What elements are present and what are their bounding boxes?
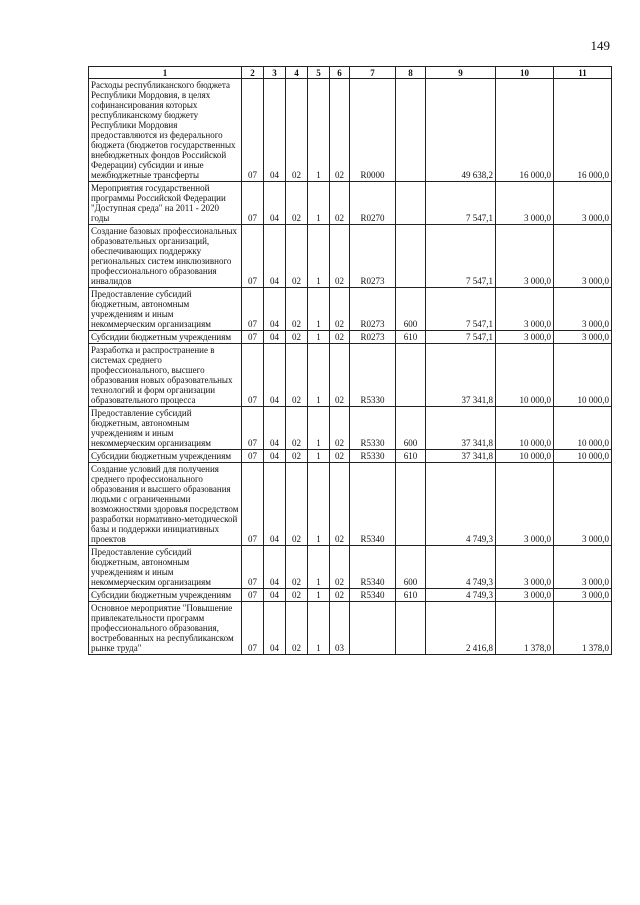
measure-code: 02 [330,182,350,225]
amount-col-11: 3 000,0 [554,288,612,331]
expense-type-code: 600 [396,546,426,589]
target-article-code: R5340 [350,546,396,589]
amount-col-9: 4 749,3 [426,463,496,546]
target-article-code: R5330 [350,450,396,463]
amount-col-9: 7 547,1 [426,331,496,344]
subsection-code: 04 [264,602,286,655]
amount-col-10: 3 000,0 [496,546,554,589]
subprogram-code: 1 [308,546,330,589]
subprogram-code: 1 [308,182,330,225]
target-article-code: R0273 [350,225,396,288]
subprogram-code: 1 [308,344,330,407]
subprogram-code: 1 [308,407,330,450]
table-row [89,463,612,546]
amount-col-10: 1 378,0 [496,602,554,655]
program-code: 02 [286,602,308,655]
section-code: 07 [242,225,264,288]
target-article-code: R0000 [350,79,396,182]
program-code: 02 [286,589,308,602]
subprogram-code: 1 [308,602,330,655]
program-code: 02 [286,331,308,344]
row-description: Расходы республиканского бюджета Республики Мордовия, в целях софинансирования которых республиканскому бюджету Республики Мордовия предоставляются из федерального бюджета (бюджетов государственных внебюджетных фондов Российской Федерации) субсидии и иные межбюджетные трансферты [89,79,242,182]
header-cell: 6 [330,67,350,79]
amount-col-11: 3 000,0 [554,589,612,602]
expense-type-code [396,602,426,655]
row-description: Разработка и распространение в системах среднего профессионального, высшего образования новых образовательных технологий и форм организации образовательного процесса [89,344,242,407]
amount-col-11: 10 000,0 [554,407,612,450]
program-code: 02 [286,407,308,450]
amount-col-9: 7 547,1 [426,288,496,331]
amount-col-11: 10 000,0 [554,450,612,463]
subsection-code: 04 [264,450,286,463]
table-row [89,546,612,589]
table-row [89,79,612,182]
amount-col-10: 3 000,0 [496,182,554,225]
subsection-code: 04 [264,344,286,407]
amount-col-10: 10 000,0 [496,344,554,407]
amount-col-11: 3 000,0 [554,225,612,288]
section-code: 07 [242,589,264,602]
row-description: Мероприятия государственной программы Российской Федерации "Доступная среда" на 2011 - 2020 годы [89,182,242,225]
measure-code: 02 [330,589,350,602]
amount-col-9: 37 341,8 [426,344,496,407]
program-code: 02 [286,225,308,288]
section-code: 07 [242,450,264,463]
header-cell: 7 [350,67,396,79]
expense-type-code: 610 [396,589,426,602]
section-code: 07 [242,79,264,182]
table-row [89,331,612,344]
table-row [89,288,612,331]
subsection-code: 04 [264,546,286,589]
amount-col-10: 10 000,0 [496,450,554,463]
measure-code: 02 [330,344,350,407]
header-cell: 5 [308,67,330,79]
amount-col-10: 3 000,0 [496,589,554,602]
subsection-code: 04 [264,331,286,344]
amount-col-11: 3 000,0 [554,546,612,589]
row-description: Субсидии бюджетным учреждениям [89,589,242,602]
section-code: 07 [242,463,264,546]
target-article-code: R0270 [350,182,396,225]
subsection-code: 04 [264,407,286,450]
target-article-code [350,602,396,655]
section-code: 07 [242,182,264,225]
measure-code: 02 [330,450,350,463]
amount-col-9: 37 341,8 [426,407,496,450]
header-cell: 3 [264,67,286,79]
budget-table [88,66,612,655]
expense-type-code [396,79,426,182]
header-cell: 2 [242,67,264,79]
measure-code: 02 [330,463,350,546]
header-cell: 10 [496,67,554,79]
row-description: Создание условий для получения среднего профессионального образования и высшего образования людьми с ограниченными возможностями здоровья посредством разработки нормативно-методической базы и поддержки инициативных проектов [89,463,242,546]
table-body [89,79,612,655]
header-cell: 1 [89,67,242,79]
row-description: Субсидии бюджетным учреждениям [89,331,242,344]
row-description: Предоставление субсидий бюджетным, автономным учреждениям и иным некоммерческим организациям [89,546,242,589]
amount-col-10: 16 000,0 [496,79,554,182]
amount-col-9: 2 416,8 [426,602,496,655]
subprogram-code: 1 [308,589,330,602]
target-article-code: R5330 [350,407,396,450]
header-cell: 9 [426,67,496,79]
table-row [89,602,612,655]
amount-col-9: 7 547,1 [426,182,496,225]
subprogram-code: 1 [308,463,330,546]
table-row [89,589,612,602]
program-code: 02 [286,450,308,463]
measure-code: 02 [330,331,350,344]
subsection-code: 04 [264,182,286,225]
section-code: 07 [242,331,264,344]
table-row [89,225,612,288]
target-article-code: R5340 [350,589,396,602]
subprogram-code: 1 [308,79,330,182]
amount-col-11: 3 000,0 [554,331,612,344]
subsection-code: 04 [264,463,286,546]
section-code: 07 [242,344,264,407]
amount-col-11: 10 000,0 [554,344,612,407]
table-row [89,344,612,407]
row-description: Создание базовых профессиональных образовательных организаций, обеспечивающих поддержку региональных систем инклюзивного профессионального образования инвалидов [89,225,242,288]
amount-col-9: 7 547,1 [426,225,496,288]
amount-col-10: 10 000,0 [496,407,554,450]
subsection-code: 04 [264,79,286,182]
measure-code: 02 [330,546,350,589]
row-description: Предоставление субсидий бюджетным, автономным учреждениям и иным некоммерческим организациям [89,407,242,450]
header-cell: 8 [396,67,426,79]
subprogram-code: 1 [308,288,330,331]
expense-type-code: 610 [396,450,426,463]
expense-type-code [396,182,426,225]
target-article-code: R0273 [350,331,396,344]
measure-code: 02 [330,288,350,331]
measure-code: 02 [330,407,350,450]
program-code: 02 [286,182,308,225]
header-cell: 4 [286,67,308,79]
section-code: 07 [242,407,264,450]
table-row [89,182,612,225]
section-code: 07 [242,546,264,589]
target-article-code: R5330 [350,344,396,407]
amount-col-10: 3 000,0 [496,225,554,288]
amount-col-11: 16 000,0 [554,79,612,182]
expense-type-code: 610 [396,331,426,344]
expense-type-code [396,225,426,288]
amount-col-11: 3 000,0 [554,463,612,546]
subsection-code: 04 [264,288,286,331]
measure-code: 03 [330,602,350,655]
program-code: 02 [286,463,308,546]
row-description: Основное мероприятие "Повышение привлекательности программ профессионального образования, востребованных на республиканском рынке труда" [89,602,242,655]
expense-type-code [396,344,426,407]
measure-code: 02 [330,225,350,288]
subprogram-code: 1 [308,450,330,463]
program-code: 02 [286,344,308,407]
amount-col-9: 49 638,2 [426,79,496,182]
target-article-code: R0273 [350,288,396,331]
subsection-code: 04 [264,225,286,288]
section-code: 07 [242,288,264,331]
amount-col-11: 1 378,0 [554,602,612,655]
amount-col-11: 3 000,0 [554,182,612,225]
amount-col-9: 4 749,3 [426,589,496,602]
row-description: Субсидии бюджетным учреждениям [89,450,242,463]
amount-col-10: 3 000,0 [496,463,554,546]
program-code: 02 [286,79,308,182]
table-row [89,407,612,450]
header-cell: 11 [554,67,612,79]
target-article-code: R5340 [350,463,396,546]
amount-col-9: 4 749,3 [426,546,496,589]
table-header-row [89,67,612,79]
program-code: 02 [286,546,308,589]
program-code: 02 [286,288,308,331]
expense-type-code [396,463,426,546]
measure-code: 02 [330,79,350,182]
amount-col-10: 3 000,0 [496,288,554,331]
row-description: Предоставление субсидий бюджетным, автономным учреждениям и иным некоммерческим организациям [89,288,242,331]
amount-col-9: 37 341,8 [426,450,496,463]
amount-col-10: 3 000,0 [496,331,554,344]
subsection-code: 04 [264,589,286,602]
subprogram-code: 1 [308,331,330,344]
subprogram-code: 1 [308,225,330,288]
section-code: 07 [242,602,264,655]
table-row [89,450,612,463]
page-number: 149 [590,38,610,53]
expense-type-code: 600 [396,407,426,450]
expense-type-code: 600 [396,288,426,331]
